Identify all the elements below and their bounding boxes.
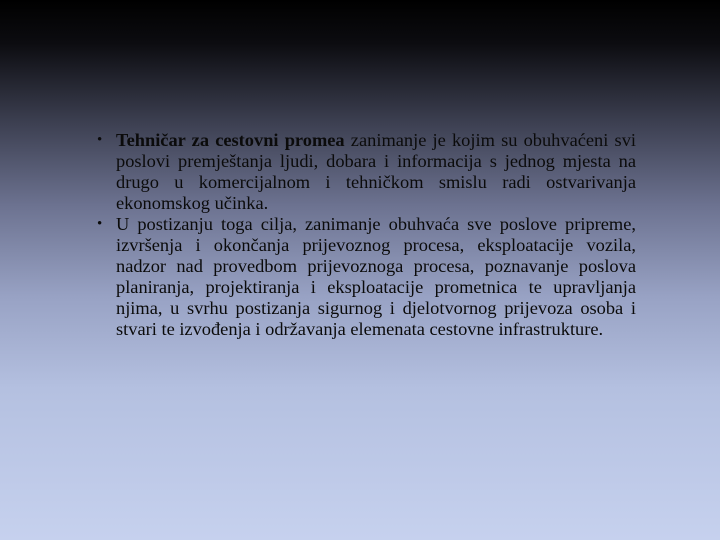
bullet-icon: • <box>97 216 103 232</box>
bullet-bold-term: Tehničar za cestovni promea <box>116 130 345 150</box>
bullet-text: zanimanje je kojim su obuhvaćeni svi poslovi premještanja ljudi, dobara i informacija s jednog mjesta na drugo u komercijalnom i tehničkom smislu radi ostvarivanja ekonomskog učinka. <box>116 130 636 213</box>
bullet-item-definition <box>88 130 636 214</box>
bullet-text: U postizanju toga cilja, zanimanje obuhvaća sve poslove pripreme, izvršenja i okončanja prijevoznog procesa, eksploatacije vozila, nadzor nad provedbom prijevoznoga procesa, poznavanje poslova planiranja, projektiranja i eksploatacije prometnica te upravljanja njima, u svrhu postizanja sigurnog i djelotvornog prijevoza osoba i stvari te izvođenja i održavanja elemenata cestovne infrastrukture. <box>116 214 636 339</box>
bullet-icon: • <box>97 132 103 148</box>
bullet-list <box>88 130 636 340</box>
bullet-item-scope <box>88 214 636 340</box>
